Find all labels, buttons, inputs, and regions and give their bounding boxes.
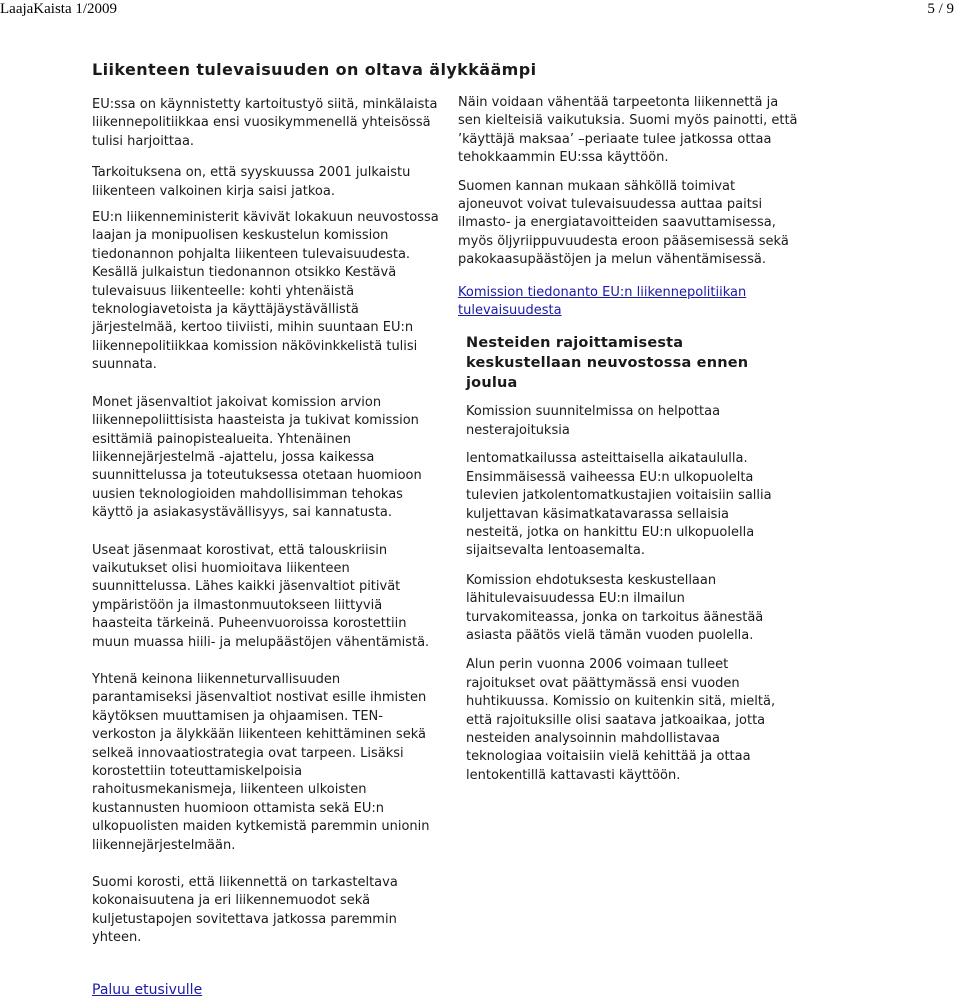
sidebar-box	[458, 333, 798, 785]
sidebar-body	[466, 403, 786, 785]
article-paragraph: Useat jäsenmaat korostivat, että talouskriisin vaikutukset olisi huomioitava liikenteen suunnittelussa. Lähes kaikki jäsenvaltiot pitivät ympäristöön ja ilmastonmuutokseen liittyviä haasteita tärkeinä. Puheenvuoroissa korostettiin muun muassa hiili- ja melupäästöjen vähentämistä.	[92, 542, 430, 650]
article-title: Liikenteen tulevaisuuden on oltava älykkäämpi	[92, 60, 537, 79]
commission-communication-link[interactable]: Komission tiedonanto EU:n liikennepolitiikan tulevaisuudesta	[458, 284, 747, 319]
article-paragraph: Suomi korosti, että liikennettä on tarkasteltava kokonaisuutena ja eri liikennemuodot sekä kuljetustapojen sovitettava jatkossa paremmin yhteen.	[92, 875, 398, 946]
publication-title: LaajaKaista 1/2009	[0, 1, 118, 17]
article-paragraph: Monet jäsenvaltiot jakoivat komission arvion liikennepoliittisista haasteista ja tukivat komission esittämiä painopistealueita. Yhtenäinen liikennejärjestelmä -ajattelu, jossa kaikessa suunnittelussa ja toteutuksessa otetaan huomioon uusien teknologioiden mahdollisimman tehokas käyttö ja asiakasystävällisyys, sai kannatusta.	[92, 394, 422, 521]
article-paragraph: Suomen kannan mukaan sähköllä toimivat ajoneuvot voivat tulevaisuudessa auttaa paitsi ilmasto- ja energiatavoitteiden saavuttamisessa, myös öljyriippuvuudesta eroon pääsemisessä sekä pakokaasupäästöjen ja melun vähentämisessä.	[458, 178, 789, 268]
article-paragraph: EU:n liikenneministerit kävivät lokakuun neuvostossa laajan ja monipuolisen keskustelun komission tiedonannon pohjalta liikenteen tulevaisuudesta. Kesällä julkaistun tiedonannon otsikko Kestävä tulevaisuus liikenteelle: kohti yhtenäistä teknologiavetoista ja käyttäjäystävällistä järjestelmää, kertoo tiiviisti, mihin suuntaan EU:n liikennepolitiikkaa komission näkövinkkelistä tulisi suunnata.	[92, 210, 439, 373]
article-paragraph: Tarkoituksena on, että syyskuussa 2001 julkaistu liikenteen valkoinen kirja saisi jatkoa.	[92, 165, 411, 199]
article-paragraph: EU:ssa on käynnistetty kartoitustyö siitä, minkälaista liikennepolitiikkaa ensi vuosikymmenellä yhteisössä tulisi harjoittaa.	[92, 97, 438, 149]
sidebar-paragraph: Komission suunnitelmissa on helpottaa nesterajoituksia	[466, 404, 721, 438]
sidebar-paragraph: Alun perin vuonna 2006 voimaan tulleet rajoitukset ovat päättymässä ensi vuoden huhtikuussa. Komissio on kuitenkin sitä, mieltä, että rajoituksille olisi saatava jatkoaikaa, jotta nesteiden analysoinnin mahdollistavaa teknologiaa voitaisiin vielä kehittää ja ottaa lentokentillä kattavasti käyttöön.	[466, 657, 776, 783]
sidebar-title: Nesteiden rajoittamisesta keskustellaan neuvostossa ennen joulua	[466, 335, 749, 392]
commission-link-paragraph	[458, 284, 798, 321]
back-to-home-link[interactable]: Paluu etusivulle	[92, 982, 203, 998]
sidebar-paragraph: Komission ehdotuksesta keskustellaan lähitulevaisuudessa EU:n ilmailun turvakomiteassa, jonka on tarkoitus äänestää asiasta päätös vielä tämän vuoden puolella.	[466, 572, 764, 643]
page-number: 5 / 9	[927, 1, 954, 17]
article-paragraph: Yhtenä keinona liikenneturvallisuuden parantamiseksi jäsenvaltiot nostivat esille ihmisten käytöksen muuttamisen ja ohjaamisen. TEN-verkoston ja älykkään liikenteen kehittäminen sekä selkeä innovaatiostrategia ovat tarpeen. Lisäksi korostettiin toteuttamiskelpoisia rahoitusmekanismeja, liikenteen ulkoisten kustannusten huomioon ottamista sekä EU:n ulkopuolisten maiden kytkemistä paremmin unionin liikennejärjestelmään.	[92, 671, 430, 853]
article-paragraph: Näin voidaan vähentää tarpeetonta liikennettä ja sen kielteisiä vaikutuksia. Suomi myös painotti, että ’käyttäjä maksaa’ –periaate tulee jatkossa ottaa tehokkaammin EU:ssa käyttöön.	[458, 95, 798, 166]
article-right-column	[458, 94, 798, 796]
article-left-column	[92, 96, 444, 961]
sidebar-paragraph: lentomatkailussa asteittaisella aikataululla. Ensimmäisessä vaiheessa EU:n ulkopuolelta tulevien jatkolentomatkustajien voitaisiin sallia kuljettavan käsimatkatavarassa sellaisia nesteitä, jotka on hankittu EU:n ulkopuolella sijaitsevalta lentoasemalta.	[466, 451, 772, 559]
back-link-container	[92, 982, 202, 998]
